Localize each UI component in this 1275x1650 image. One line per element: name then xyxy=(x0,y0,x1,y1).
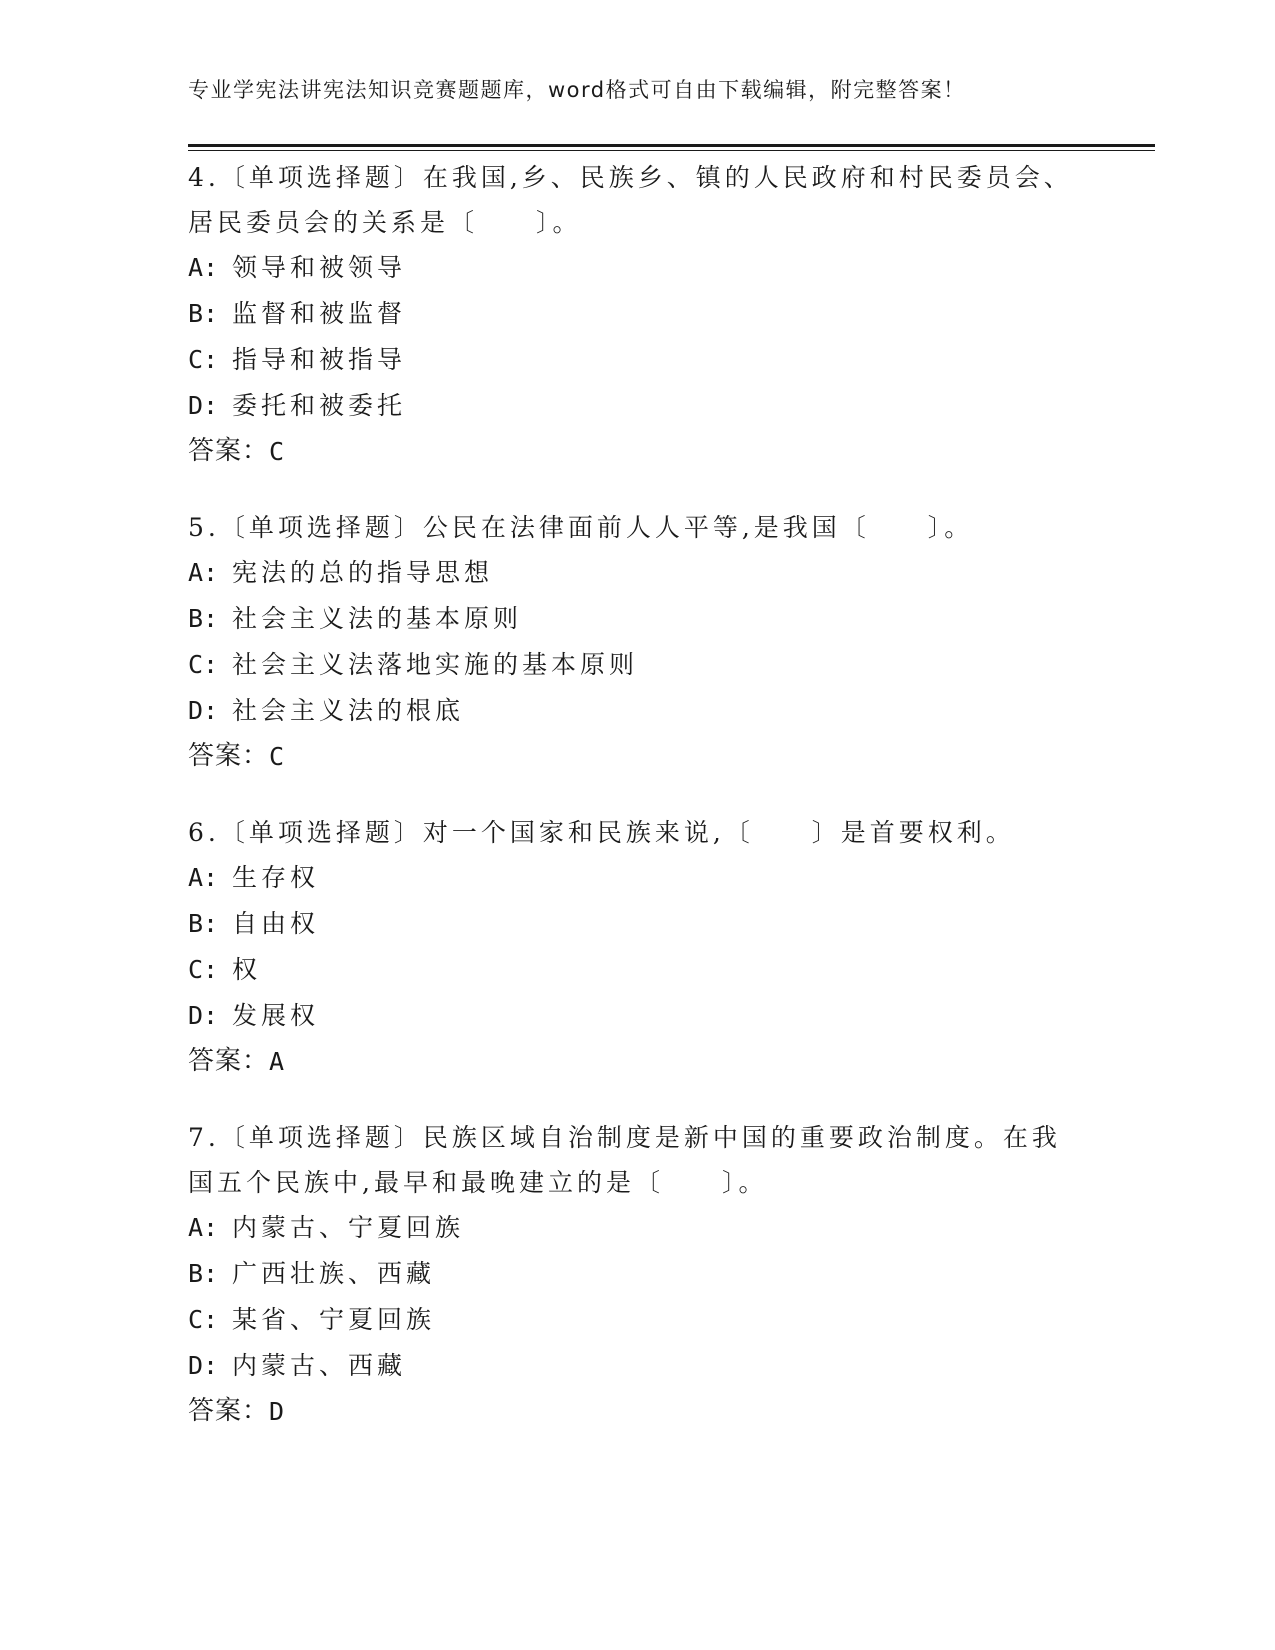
question-6 xyxy=(188,810,1088,1085)
answer-line xyxy=(188,734,1088,780)
answer-value: A xyxy=(269,1047,285,1076)
option-a xyxy=(188,550,1088,596)
option-letter: A: xyxy=(188,558,219,587)
option-d xyxy=(188,688,1088,734)
option-b xyxy=(188,1251,1088,1297)
option-c xyxy=(188,642,1088,688)
option-letter: A: xyxy=(188,1213,219,1242)
option-text: 宪法的总的指导思想 xyxy=(232,558,494,587)
option-text: 内蒙古、宁夏回族 xyxy=(232,1213,465,1242)
answer-label: 答案： xyxy=(188,1046,270,1076)
option-d xyxy=(188,383,1088,429)
option-text: 委托和被委托 xyxy=(232,391,407,420)
question-text: 6.〔单项选择题〕对一个国家和民族来说,〔 〕是首要权利。 xyxy=(188,818,1015,847)
option-c xyxy=(188,1297,1088,1343)
option-text: 监督和被监督 xyxy=(232,299,407,328)
answer-value: D xyxy=(269,1397,285,1426)
option-letter: C: xyxy=(188,345,219,374)
option-a xyxy=(188,245,1088,291)
option-text: 生存权 xyxy=(232,863,320,892)
option-b xyxy=(188,901,1088,947)
option-letter: B: xyxy=(188,299,219,328)
option-letter: B: xyxy=(188,909,219,938)
question-text: 7.〔单项选择题〕民族区域自治制度是新中国的重要政治制度。在我 国五个民族中,最早和最晚建立的是〔 〕。 xyxy=(188,1123,1061,1197)
option-a xyxy=(188,855,1088,901)
question-7 xyxy=(188,1115,1088,1435)
option-letter: B: xyxy=(188,1259,219,1288)
option-text: 社会主义法的根底 xyxy=(232,696,465,725)
answer-value: C xyxy=(269,742,285,771)
answer-value: C xyxy=(269,437,285,466)
option-c xyxy=(188,337,1088,383)
question-4 xyxy=(188,155,1088,475)
header-rule-thick xyxy=(188,144,1155,147)
option-letter: C: xyxy=(188,955,219,984)
option-b xyxy=(188,291,1088,337)
answer-label: 答案： xyxy=(188,1396,270,1426)
answer-label: 答案： xyxy=(188,741,270,771)
option-text: 领导和被领导 xyxy=(232,253,407,282)
question-5 xyxy=(188,505,1088,780)
document-header: 专业学宪法讲宪法知识竞赛题题库，word格式可自由下载编辑，附完整答案！ xyxy=(188,78,966,102)
option-text: 发展权 xyxy=(232,1001,320,1030)
option-letter: D: xyxy=(188,1001,219,1030)
header-rule-thin xyxy=(188,150,1155,151)
option-text: 某省、宁夏回族 xyxy=(232,1305,436,1334)
option-text: 指导和被指导 xyxy=(232,345,407,374)
option-letter: C: xyxy=(188,650,219,679)
option-c xyxy=(188,947,1088,993)
answer-line xyxy=(188,1039,1088,1085)
option-a xyxy=(188,1205,1088,1251)
option-text: 社会主义法的基本原则 xyxy=(232,604,523,633)
question-text: 4.〔单项选择题〕在我国,乡、民族乡、镇的人民政府和村民委员会、 居民委员会的关系是〔 〕。 xyxy=(188,163,1073,237)
option-letter: A: xyxy=(188,253,219,282)
option-text: 自由权 xyxy=(232,909,320,938)
question-text: 5.〔单项选择题〕公民在法律面前人人平等,是我国〔 〕。 xyxy=(188,513,974,542)
option-text: 内蒙古、西藏 xyxy=(232,1351,407,1380)
option-letter: D: xyxy=(188,391,219,420)
option-text: 社会主义法落地实施的基本原则 xyxy=(232,650,639,679)
option-d xyxy=(188,1343,1088,1389)
option-letter: C: xyxy=(188,1305,219,1334)
option-text: 广西壮族、西藏 xyxy=(232,1259,436,1288)
option-d xyxy=(188,993,1088,1039)
answer-line xyxy=(188,1389,1088,1435)
answer-line xyxy=(188,429,1088,475)
option-text: 权 xyxy=(232,955,262,984)
option-letter: D: xyxy=(188,1351,219,1380)
option-letter: A: xyxy=(188,863,219,892)
answer-label: 答案： xyxy=(188,436,270,466)
option-b xyxy=(188,596,1088,642)
option-letter: D: xyxy=(188,696,219,725)
option-letter: B: xyxy=(188,604,219,633)
